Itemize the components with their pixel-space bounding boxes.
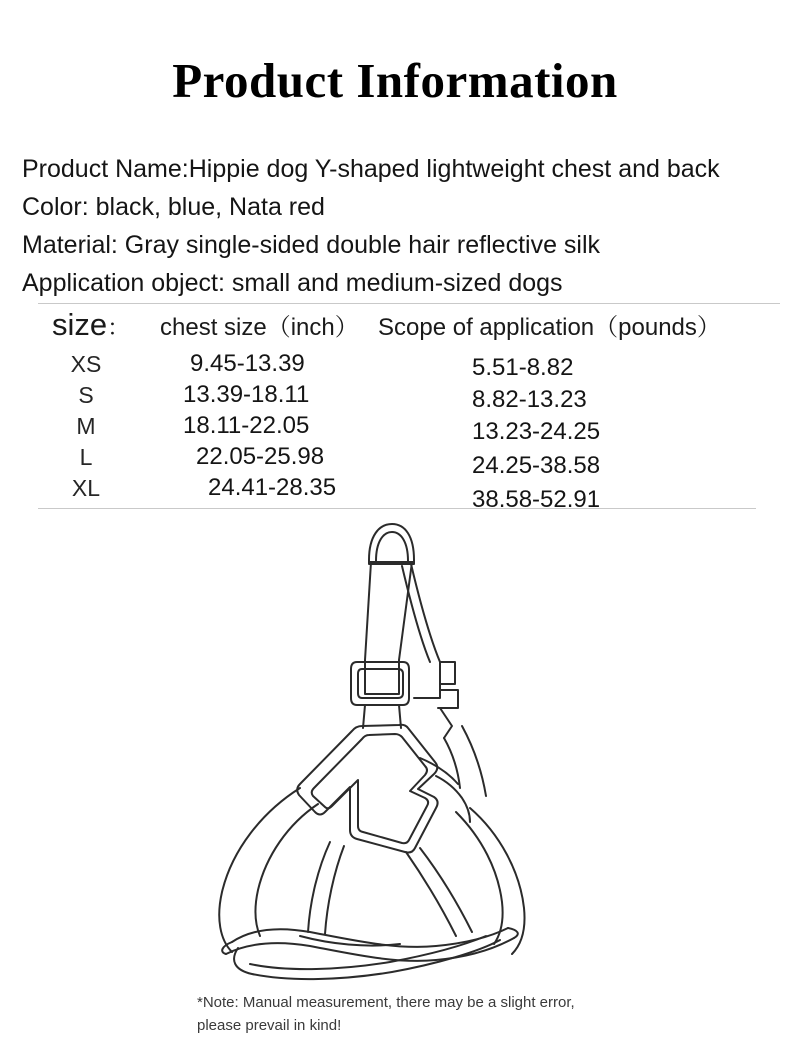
rear-plate-edge-2 <box>420 758 458 784</box>
cell-scope: 8.82-13.23 <box>472 386 587 413</box>
cell-chest: 22.05-25.98 <box>196 443 325 470</box>
harness-line-drawing <box>0 512 790 990</box>
page-title: Product Information <box>172 53 618 108</box>
spec-line-application-object: Application object: small and medium-sized dogs <box>22 269 563 297</box>
rear-strap-right-2 <box>462 726 486 796</box>
girth-left-outer <box>219 788 300 952</box>
product-illustration <box>0 512 790 990</box>
spec-line-material: Material: Gray single-sided double hair reflective silk <box>22 231 601 259</box>
top-strap-rear <box>411 564 440 698</box>
inner-strap-left2 <box>325 846 344 934</box>
column-header-size-label: size <box>52 307 108 342</box>
column-header-size <box>52 307 130 345</box>
table-row <box>0 412 790 443</box>
footer-note-line-2: please prevail in kind! <box>197 1017 342 1034</box>
footer-note-line-1: *Note: Manual measurement, there may be a slight error, <box>197 994 575 1011</box>
cell-size: XS <box>70 351 102 377</box>
size-chart-table <box>0 307 790 513</box>
chest-plate-inner <box>312 734 428 843</box>
cell-chest: 9.45-13.39 <box>190 350 305 377</box>
cell-size: L <box>79 444 93 470</box>
rear-loop-lower-2 <box>250 936 486 969</box>
cell-size: M <box>76 413 96 439</box>
footer-note <box>197 991 717 1037</box>
column-header-size-colon: ： <box>107 314 131 340</box>
rear-clip <box>440 662 455 684</box>
rear-strap-descend <box>440 708 452 738</box>
girth-right-inner <box>456 812 503 944</box>
inner-strap-right2 <box>420 848 472 932</box>
spec-line-color: Color: black, blue, Nata red <box>22 193 325 221</box>
table-row <box>0 474 790 513</box>
rear-strap-right <box>444 738 460 788</box>
girth-band-right-cap <box>508 928 518 938</box>
column-header-scope: Scope of application（pounds） <box>378 314 721 341</box>
cell-chest: 13.39-18.11 <box>183 381 310 408</box>
table-header-row <box>0 307 790 350</box>
table-row <box>0 443 790 479</box>
column-header-chest-size: chest size（inch） <box>160 314 359 341</box>
cell-size: XL <box>71 475 101 501</box>
spec-line-product-name: Product Name:Hippie dog Y-shaped lightweight chest and back <box>22 155 720 183</box>
cell-chest: 18.11-22.05 <box>183 412 310 439</box>
cell-scope: 13.23-24.25 <box>472 418 601 445</box>
cell-scope: 38.58-52.91 <box>472 486 601 513</box>
cell-chest: 24.41-28.35 <box>208 474 337 501</box>
d-ring-inner <box>376 532 408 561</box>
table-row <box>0 350 790 381</box>
table-row <box>0 381 790 412</box>
product-spec-list <box>22 150 790 302</box>
rear-plate-edge <box>436 776 470 822</box>
cell-scope: 5.51-8.82 <box>472 354 574 381</box>
cell-size: S <box>78 382 94 408</box>
table-divider-top <box>38 303 780 304</box>
cell-scope: 24.25-38.58 <box>472 452 601 479</box>
